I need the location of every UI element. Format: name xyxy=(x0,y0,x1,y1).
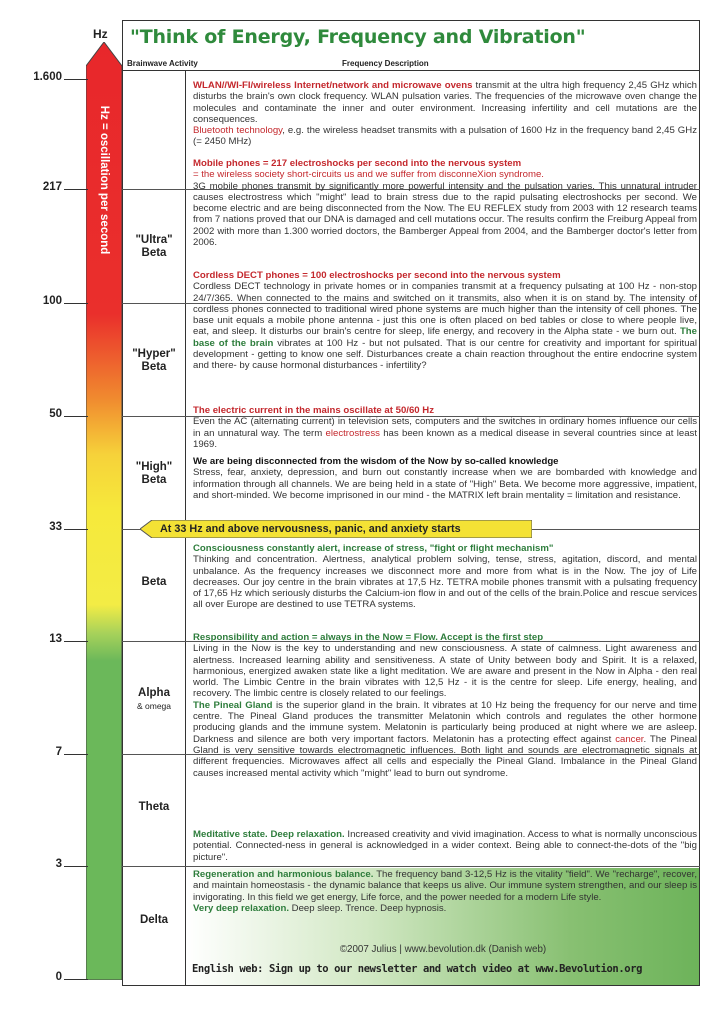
brainwave-column-header: Brainwave Activity xyxy=(127,59,198,68)
page-title: "Think of Energy, Frequency and Vibration" xyxy=(130,26,586,48)
band-beta: Beta xyxy=(141,576,167,588)
disconnected-section: We are being disconnected from the wisdom of the Now by so-called knowledge Stress, fear, anxiety, depression, and burn out constantly increase when we are bombarded with knowledge and information through all channels. We are being held in a state of "High" Beta. We become more aggressive, impatient, and short-minded. We become imprisoned in our mind - the MATRIX left brain mentality = limitation and resistance. xyxy=(193,456,697,501)
credit-line: ©2007 Julius | www.bevolution.dk (Danish web) xyxy=(339,944,547,955)
tick-line-1600 xyxy=(64,79,88,80)
wlan-section: WLAN//WI-FI/wireless Internet/network and microwave ovens transmit at the ultra high frequency 2,45 GHz which disturbs the brain's own clock frequency. WLAN pulsation varies. The frequencies of the microwave oven change the molecules and contaminate the inner and outer environment. Increasing infertility and cell mutations are the consequences. Bluetooth technology, e.g. the wireless headset transmits with a pulsation of 1600 Hz in the frequency band 2,45 GHz (= 2450 MHz) xyxy=(193,80,697,148)
band-alpha: Alpha & omega xyxy=(136,687,172,711)
band-theta: Theta xyxy=(138,801,170,813)
notice-text: At 33 Hz and above nervousness, panic, and anxiety starts xyxy=(160,523,461,535)
tick-line-217 xyxy=(64,189,88,190)
dect-section: Cordless DECT phones = 100 electroshocks per second into the nervous system Cordless DECT technology in private homes or in companies transmit at a frequency pulsating at 100 Hz - non-stop 24/7/365. When connected to the mains and switched on it transmits, also when it is on stand by. The intensity of cordless phones connected to traditional wired phone systems are much higher than the intensity of cell phones. The base unit equals a mobile phone antenna - just this one is often placed on bed tables or close to where people live, eat, and sleep. It disturbs our brain's centre for sleep, life energy, and recovery in the Alpha state - we burn out. The base of the brain vibrates at 100 Hz - but not pulsated. That is our centre for creativity and important for spiritual development - getting to know one self. Disturbances create a chain reaction throughout the entire endocrine system and there- by cause hormonal disturbances - infertility? xyxy=(193,270,698,372)
tick-line-50 xyxy=(64,416,88,417)
english-web-link[interactable]: English web: Sign up to our newsletter and watch video at www.Bevolution.org xyxy=(192,963,643,975)
band-ultra-beta: "Ultra" Beta xyxy=(135,234,173,259)
tick-line-100 xyxy=(64,303,88,304)
tick-1600: 1.600 xyxy=(33,71,62,83)
tick-line-3 xyxy=(64,866,88,867)
tick-7: 7 xyxy=(55,746,62,758)
tick-0: 0 xyxy=(55,971,62,983)
band-hyper-beta: "Hyper" Beta xyxy=(132,348,176,373)
hz-unit-label: Hz xyxy=(93,27,108,41)
mains-section: The electric current in the mains oscillate at 50/60 Hz Even the AC (alternating current) in television sets, computers and the switches in ordinary homes influence our cells in an unnatural way. The term electrostress has been known as a medical disease in several countries since at least 1969. xyxy=(193,405,697,450)
band-delta: Delta xyxy=(139,914,169,926)
tick-line-33 xyxy=(64,529,88,530)
tick-50: 50 xyxy=(49,408,62,420)
vertical-axis-label: Hz = oscillation per second xyxy=(98,105,110,255)
tick-33: 33 xyxy=(49,521,62,533)
tick-line-0 xyxy=(64,979,88,980)
tick-100: 100 xyxy=(42,295,62,307)
row-divider-3 xyxy=(122,866,700,867)
regeneration-section: Regeneration and harmonious balance. The frequency band 3-12,5 Hz is the vitality "field". We "recharge", recover, and maintain homeostasis - the dynamic balance that keeps us alive. Our immune system strengthen, and our sleep is invigorating. In this field we get energy, Life force, and the power needed for a modern Life style. Very deep relaxation. Deep sleep. Trence. Deep hypnosis. xyxy=(193,869,697,914)
frequency-column-header: Frequency Description xyxy=(342,59,429,68)
responsibility-section: Responsibility and action = always in the Now = Flow. Accept is the first step Living in the Now is the key to understanding and new consciousness. A state of calmness. Light awareness and alertness. Increased learning ability and sensitiveness. A state of Unity between body and Spirit. It is a relaxed, harmonious, energized awaken state like a light meditation. We are aware and present in the Now in Alpha - den real world. The Limbic Centre in the brain vibrates with 12,5 Hz - it is the centre for sleep. Life energy, healing, and recovery. The limbic centre is closely related to our feelings. The Pineal Gland is the superior gland in the brain. It vibrates at 10 Hz being the frequency for our nerve and time centre. The Pineal Gland produces the transmitter Melatonin which controls and regulates the other hormone producing glands and the immune system. Melatonin is particularly being produced at night where we are asleep. Darkness and silence are both very important factors. Melatonin has a protecting effect against cancer. The Pineal Gland is very sensitive towards electromagnetic influences. Both light and sounds are electromagnetic signals at different frequencies. Microwaves affect all cells and especially the Pineal Gland. Imbalance in the Pineal Gland causes increased mental activity which "might" lead to burn out syndrome. xyxy=(193,632,697,779)
meditative-section: Meditative state. Deep relaxation. Increased creativity and vivid imagination. Access to what is normally unconscious potential. Connected-ness in general is acknowledged in a wider context. Being able to connect-the-dots of the "big picture". xyxy=(193,829,697,863)
tick-line-13 xyxy=(64,641,88,642)
tick-13: 13 xyxy=(49,633,62,645)
tick-line-7 xyxy=(64,754,88,755)
mobile-section: Mobile phones = 217 electroshocks per second into the nervous system = the wireless society short-circuits us and we suffer from disconneXion syndrome. 3G mobile phones transmit by significantly more powerful intensity and the pulsation varies. This unnatural intruder causes electrostress which "might" lead to brain stress due to the rapid pulsating electroshocks per second. We become electric and are being disconnected from the Now. The EU REFLEX study from 2003 with 12 research teams from 7 nations proved that our DNA is damaged and cell mutations occur. The results confirm the Freiburg Appeal from 2002 with more than 1.300 worried doctors, the Bamberger Appeal from 2004, and the Bamberger doctor's letter from 2006. xyxy=(193,158,697,249)
band-high-beta: "High" Beta xyxy=(135,461,173,486)
tick-217: 217 xyxy=(42,181,62,193)
tick-3: 3 xyxy=(55,858,62,870)
header-divider xyxy=(122,70,700,71)
consciousness-section: Consciousness constantly alert, increase of stress, "fight or flight mechanism" Thinking and concentration. Alertness, analytical problem solving, tense, stress, agitation, discord, and mental unbalance. As the frequency increases we disconnect more and more from what is in the Now. The joy of Life decreases. Our joy centre in the brain vibrates at 17,5 Hz. TETRA mobile phones transmit with a pulsating frequency of 17,65 Hz which seriously disturbs the Calcium-ion flow in and out of the cells of the brain.Police and rescue services all over Europe are destined to use TETRA systems. xyxy=(193,543,697,611)
